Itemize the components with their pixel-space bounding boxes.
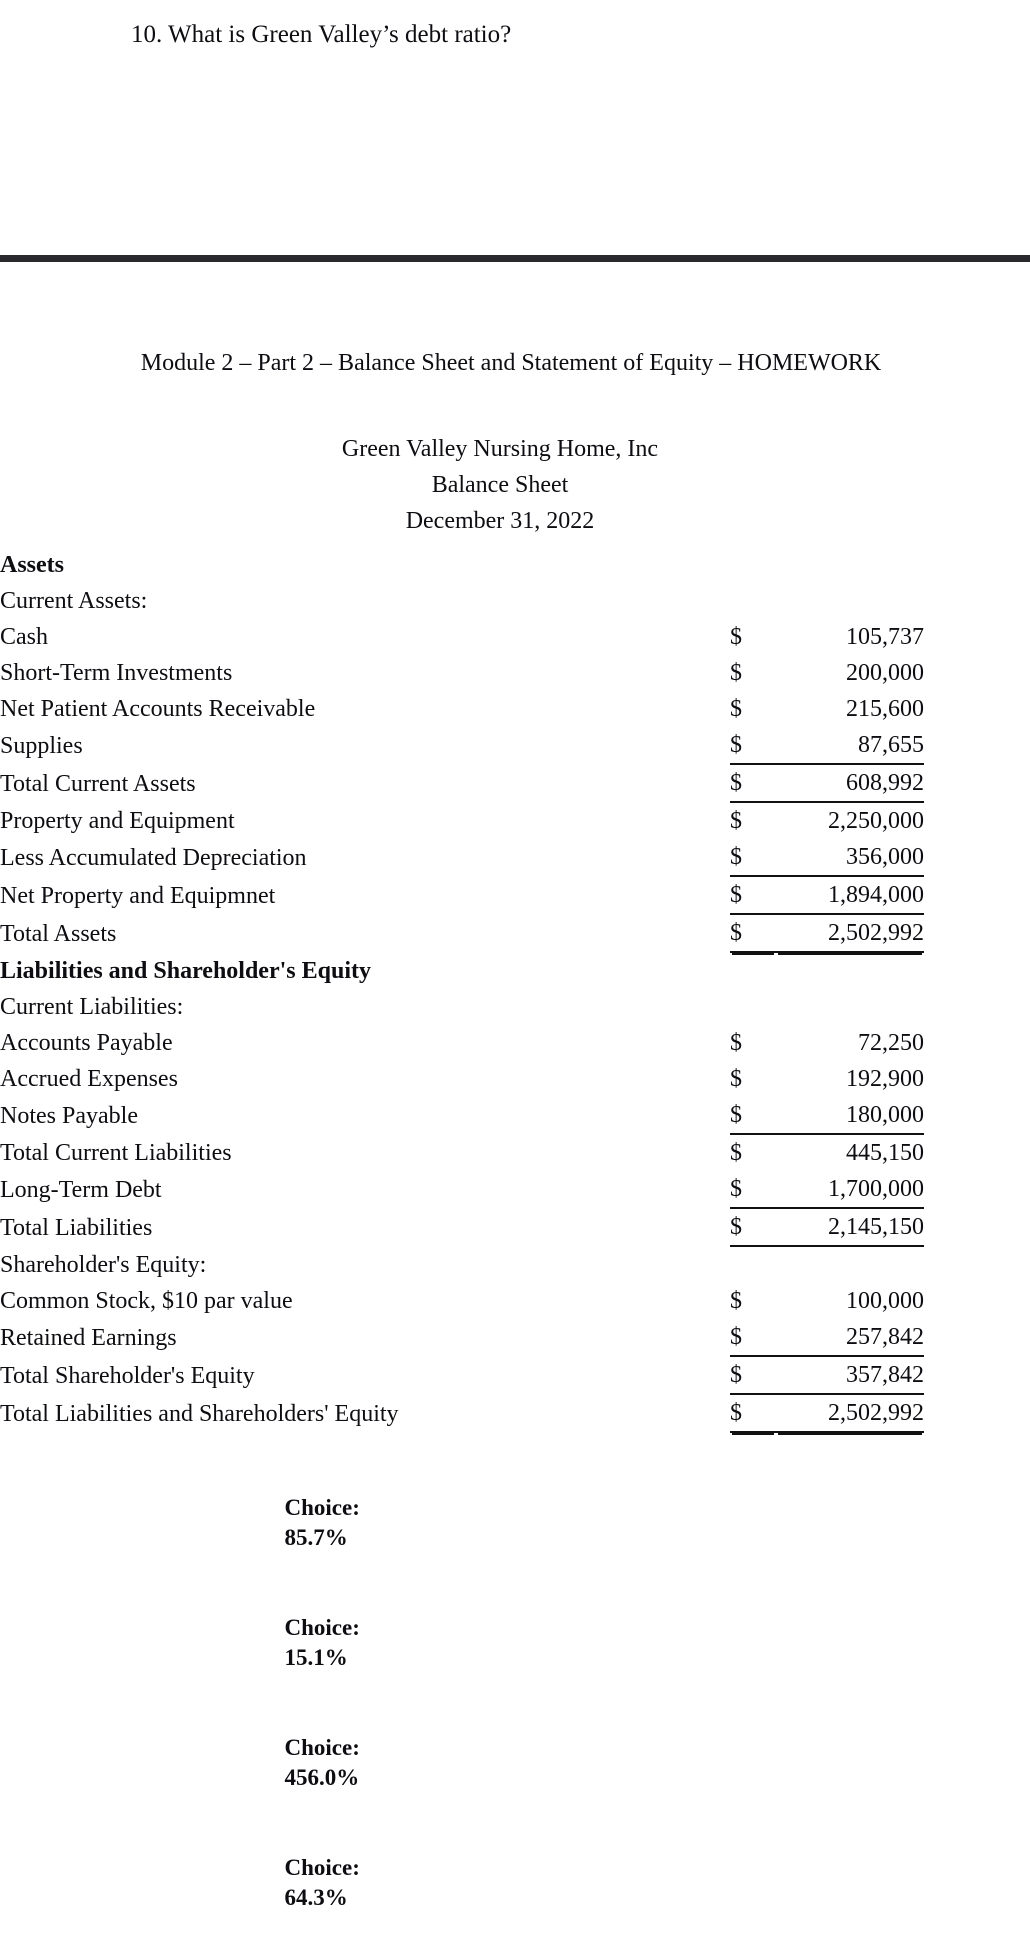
row-currency: $ bbox=[730, 624, 742, 650]
row-label: Short-Term Investments bbox=[0, 660, 233, 686]
balance-sheet-table bbox=[0, 547, 1030, 1433]
currency-cell bbox=[730, 583, 776, 619]
table-row-subtotal bbox=[0, 876, 1030, 914]
table-row bbox=[0, 619, 1030, 655]
table-row-subtotal bbox=[0, 1134, 1030, 1171]
choice-value: 85.7% bbox=[284, 1525, 348, 1550]
spacer-cell bbox=[570, 1097, 730, 1134]
row-label: Total Liabilities bbox=[0, 1215, 153, 1241]
row-currency: $ bbox=[730, 839, 776, 876]
tail-cell bbox=[924, 583, 1030, 619]
tail-cell bbox=[924, 914, 1030, 952]
subsection-heading-equity bbox=[0, 1246, 1030, 1283]
row-label: Less Accumulated Depreciation bbox=[0, 845, 307, 871]
spacer-cell bbox=[570, 691, 730, 727]
spacer-cell bbox=[570, 914, 730, 952]
row-label: Notes Payable bbox=[0, 1103, 138, 1129]
currency-cell bbox=[730, 989, 776, 1025]
module-title: Module 2 – Part 2 – Balance Sheet and Statement of Equity – HOMEWORK bbox=[140, 350, 882, 376]
row-amount: 357,842 bbox=[776, 1356, 924, 1394]
row-amount: 105,737 bbox=[846, 624, 924, 650]
tail-cell bbox=[924, 1025, 1030, 1061]
row-amount: 87,655 bbox=[858, 732, 924, 758]
row-currency: $ bbox=[730, 764, 776, 802]
row-label: Net Patient Accounts Receivable bbox=[0, 696, 316, 722]
statement-header bbox=[0, 431, 1030, 539]
tail-cell bbox=[924, 655, 1030, 691]
amount-cell bbox=[776, 1246, 924, 1283]
row-label: Common Stock, $10 par value bbox=[0, 1288, 293, 1314]
row-label: Supplies bbox=[0, 733, 83, 759]
tail-cell bbox=[924, 876, 1030, 914]
statement-title: Balance Sheet bbox=[431, 472, 569, 498]
amount-cell bbox=[776, 989, 924, 1025]
row-currency: $ bbox=[730, 732, 742, 758]
row-label: Total Liabilities and Shareholders' Equity bbox=[0, 1401, 399, 1427]
table-row bbox=[0, 1061, 1030, 1097]
row-amount: 2,145,150 bbox=[776, 1208, 924, 1246]
question-block bbox=[0, 18, 1030, 52]
table-row bbox=[0, 1025, 1030, 1061]
row-currency: $ bbox=[730, 696, 742, 722]
row-currency: $ bbox=[730, 1208, 776, 1246]
spacer-cell bbox=[570, 989, 730, 1025]
table-row bbox=[0, 727, 1030, 764]
row-label: Property and Equipment bbox=[0, 808, 235, 834]
spacer-cell bbox=[570, 655, 730, 691]
choice-label: Choice: bbox=[284, 1855, 360, 1880]
row-amount: 200,000 bbox=[846, 660, 924, 686]
spacer-cell bbox=[570, 1356, 730, 1394]
section-heading-assets bbox=[0, 547, 1030, 583]
row-amount: 2,502,992 bbox=[776, 914, 924, 952]
company-name: Green Valley Nursing Home, Inc bbox=[341, 436, 659, 462]
row-label: Long-Term Debt bbox=[0, 1177, 162, 1203]
amount-cell bbox=[776, 583, 924, 619]
row-amount: 100,000 bbox=[846, 1288, 924, 1314]
row-currency: $ bbox=[730, 914, 776, 952]
spacer-cell bbox=[570, 802, 730, 839]
row-label: Retained Earnings bbox=[0, 1325, 177, 1351]
row-amount: 257,842 bbox=[776, 1319, 924, 1356]
tail-cell bbox=[924, 952, 1030, 989]
tail-cell bbox=[924, 1319, 1030, 1356]
row-currency: $ bbox=[730, 1140, 742, 1166]
subsection-heading-current-assets bbox=[0, 583, 1030, 619]
spacer-cell bbox=[570, 547, 730, 583]
tail-cell bbox=[924, 1208, 1030, 1246]
table-row bbox=[0, 691, 1030, 727]
spacer-cell bbox=[570, 1283, 730, 1319]
row-currency: $ bbox=[730, 1356, 776, 1394]
table-row-total bbox=[0, 914, 1030, 952]
page-separator bbox=[0, 255, 1030, 262]
row-currency: $ bbox=[730, 1288, 742, 1314]
spacer-cell bbox=[570, 1171, 730, 1208]
spacer-cell bbox=[570, 764, 730, 802]
equity-heading: Shareholder's Equity: bbox=[0, 1252, 207, 1278]
choice-label: Choice: bbox=[284, 1495, 360, 1520]
row-amount: 192,900 bbox=[846, 1066, 924, 1092]
assignment-page bbox=[0, 285, 1030, 1943]
row-amount: 2,502,992 bbox=[776, 1394, 924, 1432]
row-label: Total Shareholder's Equity bbox=[0, 1363, 255, 1389]
current-assets-heading: Current Assets: bbox=[0, 588, 148, 614]
row-amount: 215,600 bbox=[846, 696, 924, 722]
row-currency: $ bbox=[730, 876, 776, 914]
assets-heading: Assets bbox=[0, 552, 64, 578]
currency-cell bbox=[730, 547, 776, 583]
spacer-cell bbox=[570, 1394, 730, 1432]
row-label: Net Property and Equipmnet bbox=[0, 883, 276, 909]
choice-value: 64.3% bbox=[284, 1885, 348, 1910]
row-currency: $ bbox=[730, 1030, 742, 1056]
choice-value: 456.0% bbox=[284, 1765, 360, 1790]
spacer-cell bbox=[570, 1025, 730, 1061]
tail-cell bbox=[924, 1246, 1030, 1283]
row-label: Total Current Assets bbox=[0, 771, 196, 797]
spacer-cell bbox=[570, 1061, 730, 1097]
currency-cell bbox=[730, 952, 776, 989]
row-amount: 608,992 bbox=[776, 764, 924, 802]
row-label: Accrued Expenses bbox=[0, 1066, 178, 1092]
currency-cell bbox=[730, 1246, 776, 1283]
tail-cell bbox=[924, 764, 1030, 802]
tail-cell bbox=[924, 989, 1030, 1025]
tail-cell bbox=[924, 619, 1030, 655]
tail-cell bbox=[924, 1356, 1030, 1394]
spacer-cell bbox=[570, 1319, 730, 1356]
row-label: Total Assets bbox=[0, 921, 117, 947]
choice-value: 15.1% bbox=[284, 1645, 348, 1670]
row-currency: $ bbox=[730, 1319, 776, 1356]
current-liabilities-heading: Current Liabilities: bbox=[0, 994, 184, 1020]
row-label: Cash bbox=[0, 624, 48, 650]
table-row bbox=[0, 1319, 1030, 1356]
row-amount: 445,150 bbox=[846, 1140, 924, 1166]
row-label: Total Current Liabilities bbox=[0, 1140, 232, 1166]
row-currency: $ bbox=[730, 1394, 776, 1432]
tail-cell bbox=[924, 727, 1030, 764]
table-row-total bbox=[0, 1394, 1030, 1432]
table-row-subtotal bbox=[0, 1208, 1030, 1246]
tail-cell bbox=[924, 547, 1030, 583]
amount-cell bbox=[776, 952, 924, 989]
table-row bbox=[0, 802, 1030, 839]
choice-option[interactable] bbox=[250, 1463, 1030, 1583]
spacer-cell bbox=[570, 619, 730, 655]
table-row bbox=[0, 1171, 1030, 1208]
row-amount: 1,700,000 bbox=[776, 1171, 924, 1208]
tail-cell bbox=[924, 1134, 1030, 1171]
row-amount: 356,000 bbox=[776, 839, 924, 876]
row-currency: $ bbox=[730, 1066, 742, 1092]
tail-cell bbox=[924, 1171, 1030, 1208]
statement-date: December 31, 2022 bbox=[405, 508, 595, 534]
choice-list bbox=[0, 1463, 1030, 1943]
choice-option[interactable] bbox=[250, 1703, 1030, 1823]
choice-option[interactable] bbox=[250, 1823, 1030, 1943]
subsection-heading-current-liabilities bbox=[0, 989, 1030, 1025]
spacer-cell bbox=[570, 952, 730, 989]
spacer-cell bbox=[570, 839, 730, 876]
row-label: Accounts Payable bbox=[0, 1030, 173, 1056]
tail-cell bbox=[924, 691, 1030, 727]
table-row bbox=[0, 1283, 1030, 1319]
choice-option[interactable] bbox=[250, 1583, 1030, 1703]
choice-label: Choice: bbox=[284, 1735, 360, 1760]
tail-cell bbox=[924, 1394, 1030, 1432]
amount-cell bbox=[776, 547, 924, 583]
spacer-cell bbox=[570, 727, 730, 764]
tail-cell bbox=[924, 1097, 1030, 1134]
row-currency: $ bbox=[730, 660, 742, 686]
table-row bbox=[0, 1097, 1030, 1134]
table-row bbox=[0, 655, 1030, 691]
row-amount: 180,000 bbox=[776, 1097, 924, 1134]
spacer-cell bbox=[570, 1208, 730, 1246]
row-currency: $ bbox=[730, 1171, 776, 1208]
row-amount: 1,894,000 bbox=[776, 876, 924, 914]
tail-cell bbox=[924, 1283, 1030, 1319]
row-currency: $ bbox=[730, 1097, 776, 1134]
spacer-cell bbox=[570, 1134, 730, 1171]
tail-cell bbox=[924, 1061, 1030, 1097]
spacer-cell bbox=[570, 876, 730, 914]
section-heading-liabilities-equity bbox=[0, 952, 1030, 989]
row-amount: 2,250,000 bbox=[828, 808, 924, 834]
row-currency: $ bbox=[730, 808, 742, 834]
table-row-subtotal bbox=[0, 764, 1030, 802]
spacer-cell bbox=[570, 583, 730, 619]
liabilities-equity-heading: Liabilities and Shareholder's Equity bbox=[0, 958, 371, 984]
table-row bbox=[0, 839, 1030, 876]
row-amount: 72,250 bbox=[858, 1030, 924, 1056]
tail-cell bbox=[924, 839, 1030, 876]
tail-cell bbox=[924, 802, 1030, 839]
choice-label: Choice: bbox=[284, 1615, 360, 1640]
table-row-subtotal bbox=[0, 1356, 1030, 1394]
spacer-cell bbox=[570, 1246, 730, 1283]
question-text: 10. What is Green Valley’s debt ratio? bbox=[131, 21, 512, 48]
